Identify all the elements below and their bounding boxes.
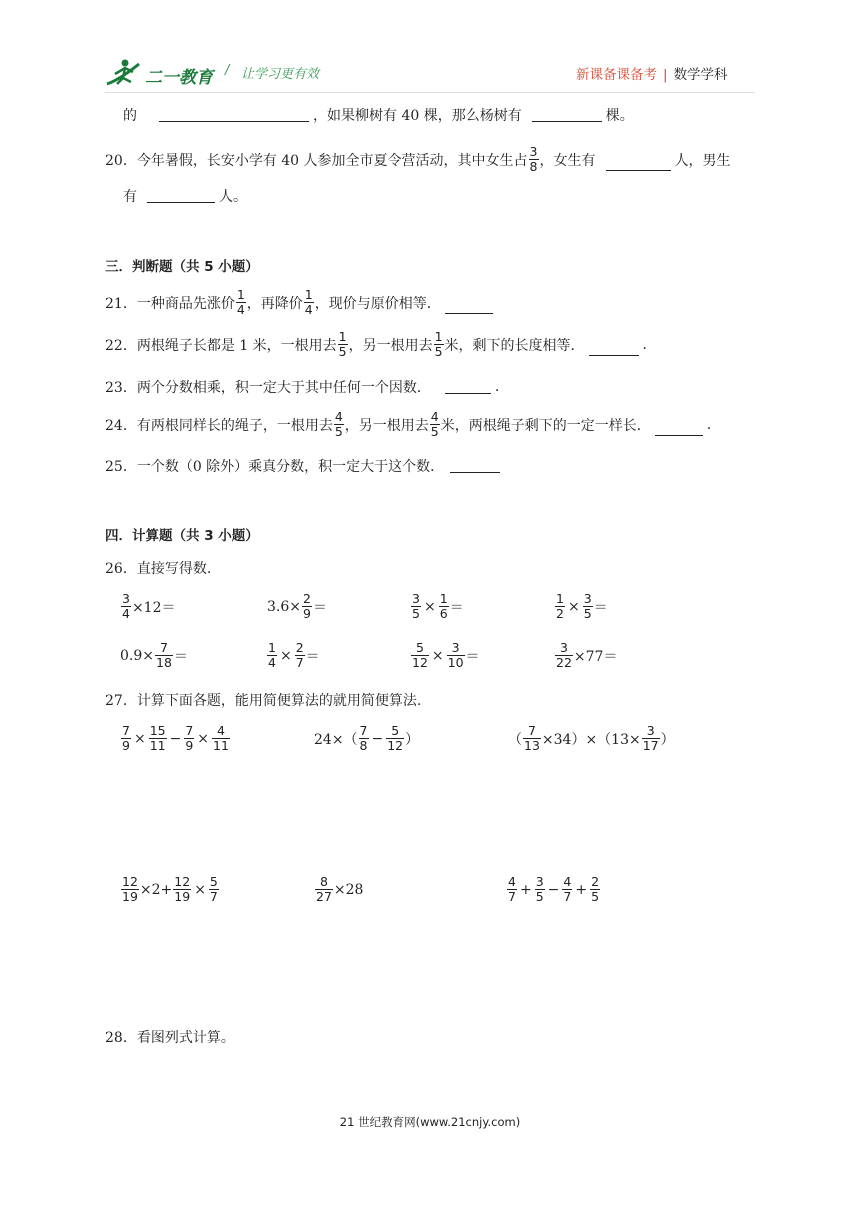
- question-27: [105, 690, 421, 710]
- fraction-denominator: 2: [556, 606, 564, 621]
- q26-expression-5: [120, 641, 188, 670]
- fraction: [334, 410, 344, 439]
- math-operator: ×: [567, 598, 580, 615]
- q26-expression-1: [120, 592, 176, 621]
- fraction-numerator: 3: [451, 640, 460, 655]
- fraction: [555, 592, 565, 621]
- math-text: 0.9×: [120, 647, 154, 664]
- math-text: ＝: [593, 599, 608, 616]
- q26-text: 直接写得数.: [136, 561, 212, 577]
- fraction-numerator: 7: [185, 723, 194, 738]
- fraction-denominator: 8: [529, 159, 538, 174]
- math-operator: −: [169, 730, 182, 747]
- math-text: ＝: [312, 599, 327, 616]
- fraction-denominator: 5: [338, 344, 347, 359]
- fraction: [590, 875, 600, 904]
- fraction-denominator: 5: [430, 424, 439, 439]
- fraction-denominator: 7: [295, 655, 304, 670]
- answer-blank[interactable]: [445, 312, 493, 314]
- fraction-numerator: 4: [563, 874, 572, 889]
- fraction-numerator: 1: [268, 640, 276, 655]
- fraction: [338, 330, 348, 359]
- math-operator: ×: [194, 881, 206, 898]
- q27-text: 计算下面各题，能用简便算法的就用简便算法.: [136, 693, 422, 709]
- answer-blank[interactable]: [655, 434, 703, 436]
- fraction-numerator: 12: [174, 874, 191, 889]
- header-divider: [105, 92, 755, 93]
- question-21: [105, 288, 497, 317]
- answer-blank[interactable]: [147, 201, 215, 203]
- fraction: [149, 724, 167, 753]
- question-number: 20．: [105, 152, 137, 169]
- fraction-numerator: 4: [216, 723, 225, 738]
- fraction-denominator: 11: [213, 738, 229, 753]
- fraction: [642, 724, 660, 753]
- fraction-numerator: 7: [527, 723, 536, 738]
- q23-text-a: 两个分数相乘，积一定大于其中任何一个因数．: [136, 380, 431, 396]
- q22-text-a: 两根绳子长都是 1 米，一根用去: [136, 337, 337, 354]
- fraction-numerator: 8: [319, 874, 328, 889]
- question-number: 28．: [105, 1030, 137, 1046]
- fraction-denominator: 7: [209, 889, 218, 904]
- fraction-denominator: 8: [359, 738, 368, 753]
- fraction: [555, 641, 573, 670]
- q27-expression-1: [120, 724, 231, 753]
- fraction-numerator: 1: [434, 329, 443, 344]
- fraction-numerator: 5: [415, 640, 424, 655]
- fraction-denominator: 22: [556, 655, 572, 670]
- fraction-numerator: 3: [559, 640, 568, 655]
- fraction: [236, 288, 246, 317]
- fraction: [302, 592, 312, 621]
- answer-blank[interactable]: [450, 471, 500, 473]
- fraction: [121, 724, 131, 753]
- math-text: ＝: [449, 599, 464, 616]
- fraction: [386, 724, 404, 753]
- question-number: 26．: [105, 561, 137, 577]
- question-number: 21．: [105, 295, 137, 312]
- math-operator: ×: [431, 647, 444, 664]
- slogan-slash: /: [225, 63, 230, 78]
- header-subject: [576, 63, 728, 83]
- fraction-numerator: 2: [591, 874, 600, 889]
- math-text: ）: [660, 731, 675, 748]
- answer-blank[interactable]: [159, 120, 309, 122]
- fraction-denominator: 12: [412, 655, 428, 670]
- fraction-numerator: 12: [122, 874, 138, 889]
- fraction-denominator: 4: [122, 606, 130, 621]
- q24-period: .: [706, 416, 712, 433]
- q26-expression-7: [410, 641, 480, 670]
- fraction: [535, 875, 545, 904]
- question-number: 27．: [105, 693, 137, 709]
- runner-logo-icon: [105, 58, 145, 88]
- header-course: 新课备课备考: [576, 67, 657, 83]
- fraction-denominator: 18: [156, 655, 172, 670]
- q21-text-b: ，再降价: [246, 295, 303, 312]
- fraction-denominator: 19: [174, 889, 191, 904]
- fraction: [523, 724, 541, 753]
- fraction: [430, 410, 440, 439]
- q27-expression-4: [120, 875, 220, 904]
- question-25: [105, 456, 504, 476]
- math-text: ＝: [173, 648, 188, 665]
- question-24: [105, 410, 711, 439]
- answer-blank[interactable]: [589, 354, 639, 356]
- fraction-numerator: 4: [430, 409, 439, 424]
- question-19-tail: [123, 105, 634, 125]
- math-operator: ×: [133, 730, 146, 747]
- fraction-numerator: 1: [236, 287, 245, 302]
- fraction: [447, 641, 465, 670]
- math-operator: ×: [197, 730, 210, 747]
- header-subject-label: 数学学科: [673, 67, 728, 83]
- math-text: ＝: [305, 648, 320, 665]
- page-footer: 21 世纪教育网(www.21cnjy.com): [339, 1115, 521, 1129]
- fraction: [295, 641, 305, 670]
- slogan: 让学习更有效: [241, 67, 320, 82]
- fraction: [315, 875, 333, 904]
- fraction: [304, 288, 314, 317]
- fraction: [155, 641, 173, 670]
- fraction-numerator: 7: [359, 723, 368, 738]
- fraction-denominator: 5: [583, 606, 592, 621]
- q24-text-a: 有两根同样长的绳子，一根用去: [136, 417, 333, 434]
- fraction-denominator: 4: [304, 302, 313, 317]
- fraction: [121, 592, 131, 621]
- fraction-numerator: 7: [122, 723, 130, 738]
- fraction: [507, 875, 517, 904]
- fraction: [411, 641, 429, 670]
- q22-text-b: ，另一根用去: [348, 337, 433, 354]
- q27-expression-6: [506, 875, 601, 904]
- fraction-denominator: 4: [236, 302, 245, 317]
- fraction: [583, 592, 593, 621]
- fraction: [184, 724, 194, 753]
- question-20-line2: [123, 186, 247, 206]
- q20-text-a: 今年暑假，长安小学有 40 人参加全市夏令营活动，其中女生占: [136, 152, 528, 169]
- math-text: ×77＝: [573, 648, 618, 665]
- math-operator: +: [519, 881, 532, 898]
- fraction-numerator: 15: [149, 723, 166, 738]
- q20-text-c: 人，男生: [674, 152, 731, 169]
- question-22: [105, 330, 647, 359]
- math-text: （: [508, 731, 522, 748]
- fraction-numerator: 1: [304, 287, 313, 302]
- math-operator: ×: [279, 647, 292, 664]
- math-text: ×2+: [139, 881, 173, 898]
- q26-expression-4: [554, 592, 608, 621]
- fraction-numerator: 1: [556, 591, 564, 606]
- fraction-denominator: 4: [268, 655, 276, 670]
- fraction-numerator: 3: [646, 723, 655, 738]
- q20-text-d: 有: [123, 189, 137, 205]
- fraction-denominator: 5: [535, 889, 544, 904]
- q19-text-c: 棵。: [605, 108, 634, 124]
- answer-blank[interactable]: [445, 392, 491, 394]
- question-28: [105, 1027, 235, 1047]
- q21-text-c: ，现价与原价相等．: [314, 295, 441, 312]
- fraction: [562, 875, 572, 904]
- q27-expression-5: [314, 875, 363, 904]
- header-separator: |: [663, 67, 668, 83]
- logo: [105, 58, 215, 90]
- fraction-numerator: 2: [303, 591, 311, 606]
- q22-period: .: [642, 336, 647, 353]
- q23-period: .: [494, 379, 500, 395]
- fraction: [529, 145, 539, 174]
- question-number: 22．: [105, 337, 137, 354]
- math-text: ×34）×（13×: [541, 731, 641, 748]
- fraction-denominator: 27: [316, 889, 332, 904]
- math-text: 24×（: [314, 731, 358, 748]
- fraction-denominator: 13: [524, 738, 540, 753]
- fraction: [212, 724, 230, 753]
- fraction-denominator: 17: [642, 738, 659, 753]
- fraction-numerator: 3: [535, 874, 544, 889]
- fraction-denominator: 19: [122, 889, 138, 904]
- math-operator: ×: [423, 598, 436, 615]
- q27-expression-2: [314, 724, 419, 753]
- fraction-numerator: 5: [209, 874, 218, 889]
- section-title-calculation: 四．计算题（共 3 小题）: [105, 528, 259, 544]
- math-operator: +: [575, 881, 588, 898]
- fraction-denominator: 6: [439, 606, 448, 621]
- math-text: ＝: [465, 648, 480, 665]
- question-23: [105, 377, 499, 397]
- math-text: ）: [405, 731, 420, 748]
- fraction: [439, 592, 449, 621]
- q26-expression-3: [410, 592, 464, 621]
- fraction-numerator: 4: [334, 409, 343, 424]
- q24-text-b: ，另一根用去: [344, 417, 429, 434]
- q21-text-a: 一种商品先涨价: [136, 295, 235, 312]
- fraction-numerator: 2: [295, 640, 304, 655]
- fraction: [411, 592, 421, 621]
- fraction: [359, 724, 369, 753]
- math-text: ×28: [333, 881, 364, 898]
- fraction-denominator: 5: [591, 889, 600, 904]
- fraction-numerator: 1: [338, 329, 347, 344]
- fraction-numerator: 4: [508, 874, 516, 889]
- q22-text-c: 米，剩下的长度相等．: [444, 337, 585, 354]
- fraction: [434, 330, 444, 359]
- fraction-denominator: 9: [122, 738, 130, 753]
- fraction-denominator: 7: [563, 889, 572, 904]
- fraction-numerator: 7: [159, 640, 168, 655]
- question-number: 24．: [105, 417, 137, 434]
- q20-text-e: 人。: [219, 189, 247, 205]
- fraction-numerator: 3: [412, 591, 420, 606]
- math-text: 3.6×: [267, 598, 301, 615]
- fraction: [121, 875, 139, 904]
- question-number: 23．: [105, 380, 137, 396]
- fraction: [173, 875, 191, 904]
- fraction: [267, 641, 277, 670]
- fraction-denominator: 9: [185, 738, 194, 753]
- fraction-numerator: 5: [391, 723, 400, 738]
- fraction-denominator: 10: [447, 655, 464, 670]
- q26-expression-6: [266, 641, 320, 670]
- q24-text-c: 米，两根绳子剩下的一定一样长．: [440, 417, 651, 434]
- fraction-denominator: 5: [412, 606, 420, 621]
- fraction: [209, 875, 219, 904]
- q19-text-a: 的: [123, 108, 137, 124]
- fraction-numerator: 3: [583, 591, 592, 606]
- fraction-denominator: 11: [149, 738, 166, 753]
- question-20: [105, 145, 731, 174]
- q28-text: 看图列式计算。: [136, 1030, 235, 1046]
- answer-blank[interactable]: [532, 120, 602, 122]
- math-operator: −: [371, 730, 384, 747]
- question-26: [105, 558, 211, 578]
- fraction-denominator: 5: [434, 344, 443, 359]
- q19-text-b: ，如果柳树有 40 棵，那么杨树有: [313, 108, 522, 124]
- math-operator: −: [547, 881, 560, 898]
- answer-blank[interactable]: [606, 169, 671, 171]
- q25-text-a: 一个数（0 除外）乘真分数，积一定大于这个数．: [136, 459, 445, 475]
- fraction-denominator: 9: [303, 606, 311, 621]
- fraction-numerator: 3: [122, 591, 130, 606]
- q26-expression-2: [267, 592, 327, 621]
- fraction-denominator: 7: [508, 889, 516, 904]
- brand-name: 二一教育: [145, 68, 213, 88]
- fraction-numerator: 1: [439, 591, 448, 606]
- section-title-judgement: 三．判断题（共 5 小题）: [105, 259, 259, 275]
- fraction-denominator: 12: [387, 738, 404, 753]
- fraction-numerator: 3: [529, 144, 538, 159]
- question-number: 25．: [105, 459, 137, 475]
- fraction-denominator: 5: [334, 424, 343, 439]
- q20-text-b: ，女生有: [539, 152, 596, 169]
- q27-expression-3: [508, 724, 675, 753]
- math-text: ×12＝: [131, 599, 176, 616]
- q26-expression-8: [554, 641, 617, 670]
